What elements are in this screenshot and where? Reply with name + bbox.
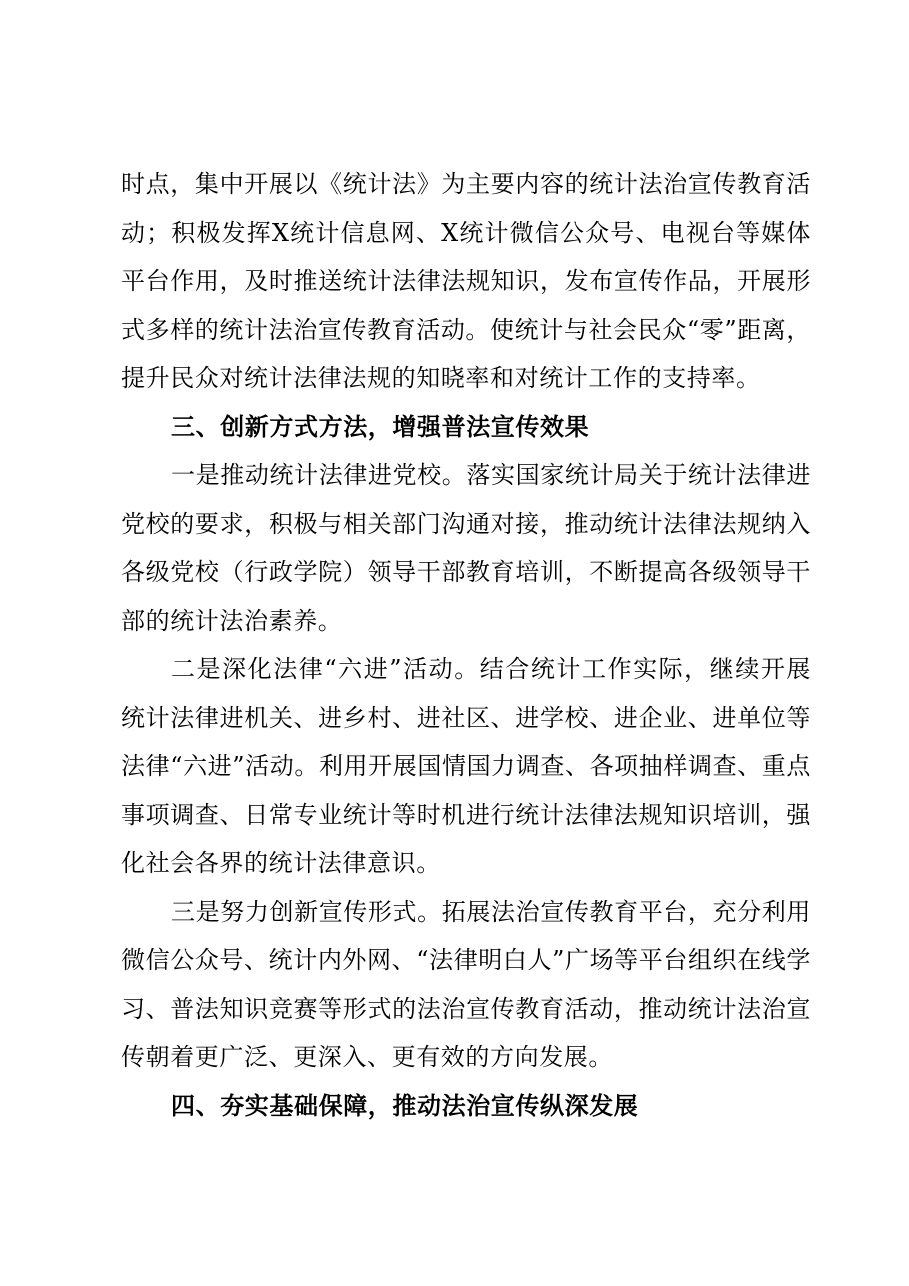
section-heading-3: 三、创新方式方法，增强普法宣传效果 xyxy=(171,412,590,441)
paragraph-six-entries: 二是深化法律“六进”活动。结合统计工作实际，继续开展统计法律进机关、进乡村、进社区、进学校、进企业、进单位等法律“六进”活动。利用开展国情国力调查、各项抽样调查、重点事项调查、日常专业统计等时机进行统计法律法规知识培训，强化社会各界的统计法律意识。 xyxy=(121,655,811,877)
paragraph-innovate-forms: 三是努力创新宣传形式。拓展法治宣传教育平台，充分利用微信公众号、统计内外网、“法律明白人”广场等平台组织在线学习、普法知识竞赛等形式的法治宣传教育活动，推动统计法治宣传朝着更广泛、更深入、更有效的方向发展。 xyxy=(121,897,811,1071)
paragraph-continued: 时点，集中开展以《统计法》为主要内容的统计法治宣传教育活动；积极发挥X统计信息网、X统计微信公众号、电视台等媒体平台作用，及时推送统计法律法规知识，发布宣传作品，开展形式多样的统计法治宣传教育活动。使统计与社会民众“零”距离，提升民众对统计法律法规的知晓率和对统计工作的支持率。 xyxy=(121,170,811,392)
document-body xyxy=(121,160,811,1130)
section-heading-4: 四、夯实基础保障，推动法治宣传纵深发展 xyxy=(171,1091,639,1120)
paragraph-party-school: 一是推动统计法律进党校。落实国家统计局关于统计法律进党校的要求，积极与相关部门沟通对接，推动统计法律法规纳入各级党校（行政学院）领导干部教育培训，不断提高各级领导干部的统计法治素养。 xyxy=(121,461,811,635)
